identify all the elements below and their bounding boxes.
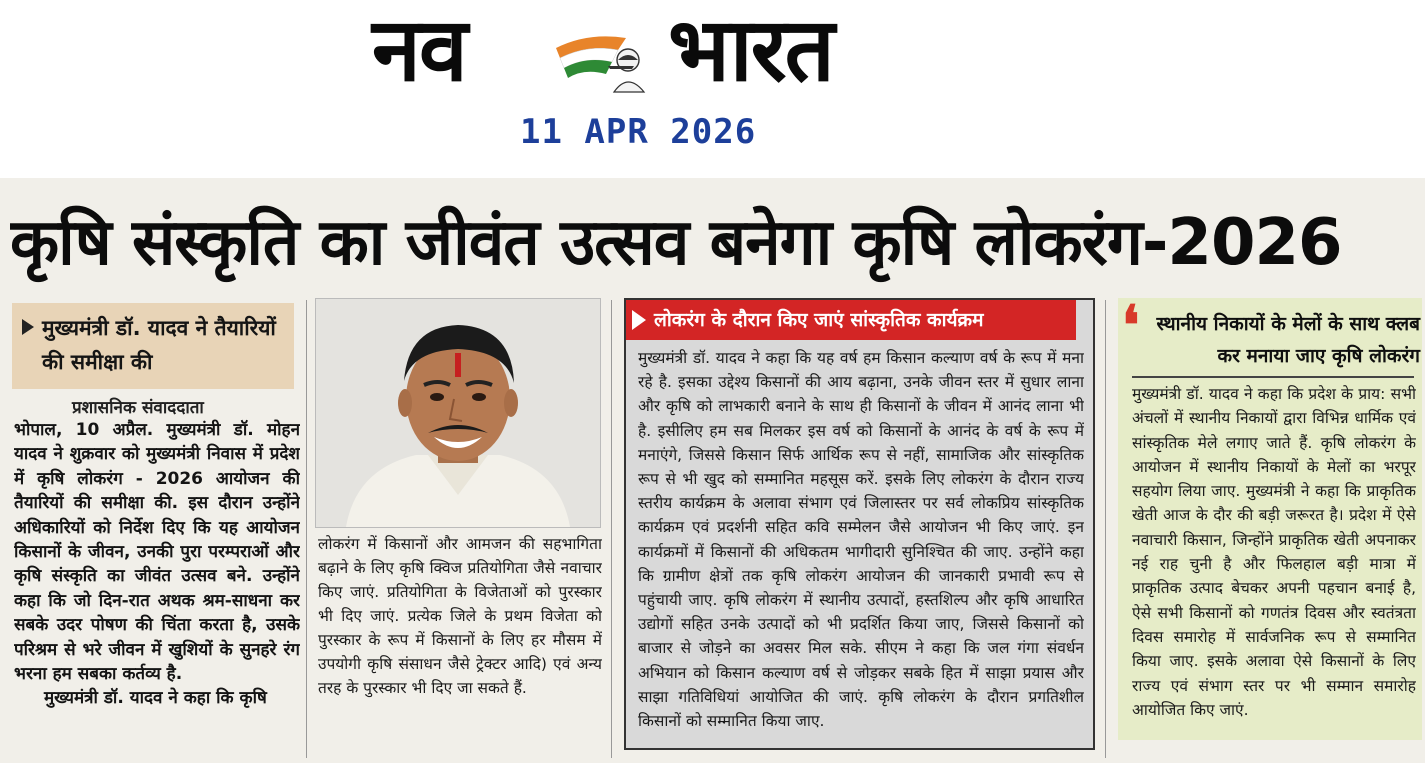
masthead-name-left: नव <box>372 0 466 101</box>
headline: कृषि संस्कृति का जीवंत उत्सव बनेगा कृषि लोकरंग-2026 <box>10 206 1342 280</box>
col1-body-text: भोपाल, 10 अप्रैल. मुख्यमंत्री डॉ. मोहन यादव ने शुक्रवार को मुख्यमंत्री निवास में प्रदेश में कृषि लोकरंग - 2026 आयोजन की तैयारियों की समीक्षा की. इस दौरान उन्होंने अधिकारियों को निर्देश दिए कि यह आयोजन किसानों के जीवन, उनकी पुरा परम्पराओं और कृषि संस्कृति का जीवंत उत्सव बने. उन्होंने कहा कि जो दिन-रात अथक श्रम-साधना कर सबके उदर पोषण की चिंता करता है, उसके परिश्रम से भरे जीवन में खुशियों के सुनहरे रंग भरना हम सबका कर्तव्य है. <box>14 420 300 685</box>
date-stamp: 11 APR 2026 <box>520 112 757 152</box>
col2-body: लोकरंग में किसानों और आमजन की सहभागिता बढ़ाने के लिए कृषि क्विज प्रतियोगिता जैसे नवाचार किए जाएं. प्रतियोगिता के विजेताओं को पुरस्कार भी दिए जाएं. प्रत्येक जिले के प्रथम विजेता को पुरस्कार के रूप में किसानों के लिए हर मौसम में उपयोगी कृषि संसाधन जैसे ट्रेक्टर आदि) एवं अन्य तरह के पुरस्कार भी दिए जा सकते हैं. <box>318 535 602 697</box>
column-divider <box>611 300 612 758</box>
col4-body: मुख्यमंत्री डॉ. यादव ने कहा कि प्रदेश के प्राय: सभी अंचलों में स्थानीय निकायों द्वारा विभिन्न धार्मिक एवं सांस्कृतिक मेले लगाए जाते हैं. कृषि लोकरंग के आयोजन में स्थानीय निकायों के मेलों का भरपूर सहयोग लिया जाए. मुख्यमंत्री ने कहा कि प्राकृतिक खेती आज के दौर की बड़ी जरूरत है। प्रदेश में ऐसे नवाचारी किसान, जिन्होंने प्राकृतिक खेती अपनाकर नई राह चुनी है और फिलहाल बड़ी मात्रा में प्राकृतिक उत्पाद बेचकर अपनी पहचान बनाई है, ऐसे सभी किसानों को गणतंत्र दिवस और स्वतंत्रता दिवस समारोह में सार्वजनिक रूप से सम्मानित किया जाए. इसके अलावा ऐसे किसानों के लिए राज्य एवं संभाग स्तर पर भी सम्मान समारोह आयोजित किए जाएं. <box>1132 385 1416 719</box>
col1-body-tail: मुख्यमंत्री डॉ. यादव ने कहा कि कृषि <box>44 688 267 709</box>
bullet-triangle-icon <box>632 310 646 330</box>
portrait-illustration <box>316 299 600 527</box>
col4-heading-rule <box>1132 376 1414 378</box>
col3-heading: लोकरंग के दौरान किए जाएं सांस्कृतिक कार्यक्रम <box>654 309 984 331</box>
logo-emblem-icon <box>548 26 658 96</box>
col4-heading: स्थानीय निकायों के मेलों के साथ क्लब कर मनाया जाए कृषि लोकरंग <box>1156 313 1420 367</box>
col3-heading-band <box>626 300 1076 340</box>
masthead <box>0 0 1425 175</box>
col1-subhead-box <box>12 303 294 389</box>
quote-mark-icon: ❛ <box>1122 293 1140 357</box>
column-divider <box>1105 300 1106 758</box>
col1-body <box>14 418 300 758</box>
portrait-photo <box>315 298 601 528</box>
bullet-triangle-icon <box>22 319 34 335</box>
col4-box <box>1118 293 1422 740</box>
column-divider <box>306 300 307 758</box>
byline: प्रशासनिक संवाददाता <box>72 398 204 418</box>
masthead-name-right: भारत <box>668 0 833 101</box>
col1-subhead: मुख्यमंत्री डॉ. यादव ने तैयारियों की समीक्षा की <box>42 316 276 374</box>
col3-box <box>624 298 1095 750</box>
col3-body: मुख्यमंत्री डॉ. यादव ने कहा कि यह वर्ष हम किसान कल्याण वर्ष के रूप में मना रहे है. इसका उद्देश्य किसानों की आय बढ़ाना, उनके जीवन स्तर में सुधार लाना और कृषि को लाभकारी बनाने के साथ ही किसानों के जीवन में आनंद लाना भी है. इसीलिए हम सब मिलकर इस वर्ष को किसानों के आनंद के वर्ष के रूप में मनाएंगे, जिससे किसान सिर्फ आर्थिक रूप से नहीं, सामाजिक और सांस्कृतिक रूप से भी खुद को सम्मानित महसूस करें. इसके लिए लोकरंग के दौरान राज्य स्तरीय कार्यक्रम के अलावा संभाग एवं जिलास्तर पर सर्व लोकप्रिय सांस्कृतिक कार्यक्रम एवं प्रदर्शनी सहित कवि सम्मेलन जैसे आयोजन भी किए जाएं. इन कार्यक्रमों में किसानों की अधिकतम भागीदारी सुनिश्चित की जाए. उन्होंने कहा कि ग्रामीण क्षेत्रों तक कृषि लोकरंग आयोजन की जानकारी प्रभावी रूप से पहुंचायी जाए. कृषि लोकरंग में स्थानीय उत्पादों, हस्तशिल्प और कृषि आधारित उद्योगों सहित उनके उत्पादों को भी प्रदर्शित किया जाए, जिससे किसानों को बाजार से जोड़ने का अवसर मिल सके. सीएम ने कहा कि जल गंगा संवर्धन अभियान को किसान कल्याण वर्ष से जोड़कर सबके हित में साझा प्रयास और साझा गतिविधियां आयोजित की जाएं. कृषि लोकरंग के दौरान प्रगतिशील किसानों को सम्मानित किया जाए. <box>638 349 1084 731</box>
